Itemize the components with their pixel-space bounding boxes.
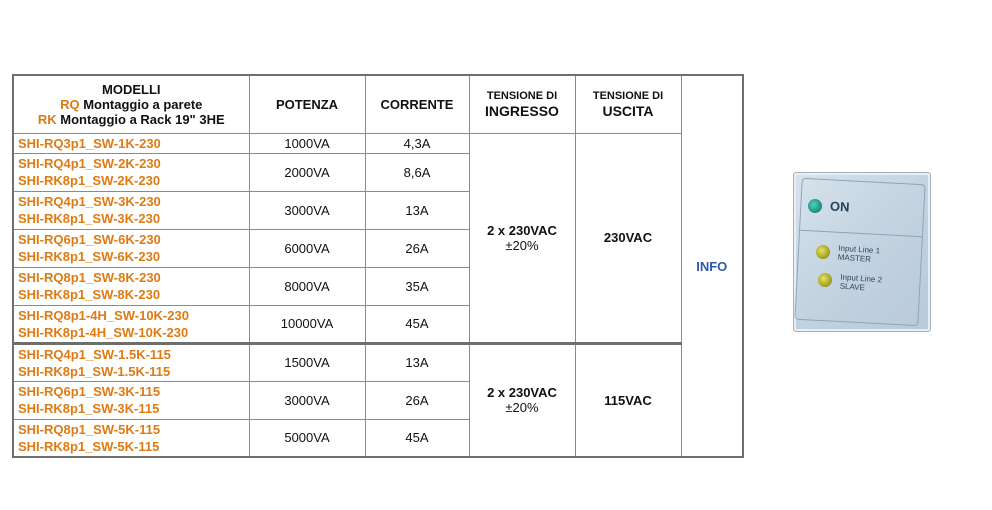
header-potenza: POTENZA xyxy=(249,75,365,133)
power-cell: 3000VA xyxy=(249,191,365,229)
current-cell: 13A xyxy=(365,343,469,381)
input-line-2-label: Input Line 2 SLAVE xyxy=(839,272,883,293)
model-cell: SHI-RQ8p1_SW-8K-230 SHI-RK8p1_SW-8K-230 xyxy=(13,267,249,305)
current-cell: 26A xyxy=(365,381,469,419)
on-led-icon xyxy=(808,199,822,213)
led-panel-photo xyxy=(793,172,931,332)
model-cell: SHI-RQ8p1_SW-5K-115 SHI-RK8p1_SW-5K-115 xyxy=(13,419,249,457)
header-ingresso: TENSIONE DI INGRESSO xyxy=(469,75,575,133)
power-cell: 8000VA xyxy=(249,267,365,305)
model-cell: SHI-RQ6p1_SW-3K-115 SHI-RK8p1_SW-3K-115 xyxy=(13,381,249,419)
power-cell: 1500VA xyxy=(249,343,365,381)
current-cell: 26A xyxy=(365,229,469,267)
table-row xyxy=(13,133,743,153)
output-voltage-115: 115VAC xyxy=(575,343,681,457)
header-uscita: TENSIONE DI USCITA xyxy=(575,75,681,133)
model-cell: SHI-RQ8p1-4H_SW-10K-230 SHI-RK8p1-4H_SW-10K-230 xyxy=(13,305,249,343)
rk-text: Montaggio a Rack 19" 3HE xyxy=(56,111,225,127)
header-corrente: CORRENTE xyxy=(365,75,469,133)
rk-code: RK xyxy=(37,111,57,127)
header-models xyxy=(13,75,249,133)
power-cell: 3000VA xyxy=(249,381,365,419)
power-cell: 5000VA xyxy=(249,419,365,457)
rq-code: RQ xyxy=(60,96,80,112)
power-cell: 6000VA xyxy=(249,229,365,267)
current-cell: 45A xyxy=(365,419,469,457)
info-link[interactable]: INFO xyxy=(681,75,743,457)
input-line-1-led-icon xyxy=(816,245,830,259)
header-modelli: MODELLI xyxy=(102,81,161,97)
input-voltage-115: 2 x 230VAC ±20% xyxy=(469,343,575,457)
on-label: ON xyxy=(829,198,850,215)
model-cell: SHI-RQ3p1_SW-1K-230 xyxy=(13,133,249,153)
models-table xyxy=(12,74,744,458)
table-row xyxy=(13,343,743,381)
model-cell: SHI-RQ4p1_SW-3K-230 SHI-RK8p1_SW-3K-230 xyxy=(13,191,249,229)
current-cell: 8,6A xyxy=(365,153,469,191)
model-cell: SHI-RQ4p1_SW-2K-230 SHI-RK8p1_SW-2K-230 xyxy=(13,153,249,191)
current-cell: 45A xyxy=(365,305,469,343)
output-voltage-230: 230VAC xyxy=(575,133,681,343)
current-cell: 4,3A xyxy=(365,133,469,153)
input-line-1-label: Input Line 1 MASTER xyxy=(837,243,881,264)
power-cell: 1000VA xyxy=(249,133,365,153)
header-row xyxy=(13,75,743,133)
model-cell: SHI-RQ4p1_SW-1.5K-115 SHI-RK8p1_SW-1.5K-115 xyxy=(13,343,249,381)
power-cell: 2000VA xyxy=(249,153,365,191)
rq-text: Montaggio a parete xyxy=(79,96,203,112)
current-cell: 13A xyxy=(365,191,469,229)
input-line-2-led-icon xyxy=(818,273,832,287)
input-voltage-230: 2 x 230VAC ±20% xyxy=(469,133,575,343)
power-cell: 10000VA xyxy=(249,305,365,343)
current-cell: 35A xyxy=(365,267,469,305)
model-cell: SHI-RQ6p1_SW-6K-230 SHI-RK8p1_SW-6K-230 xyxy=(13,229,249,267)
